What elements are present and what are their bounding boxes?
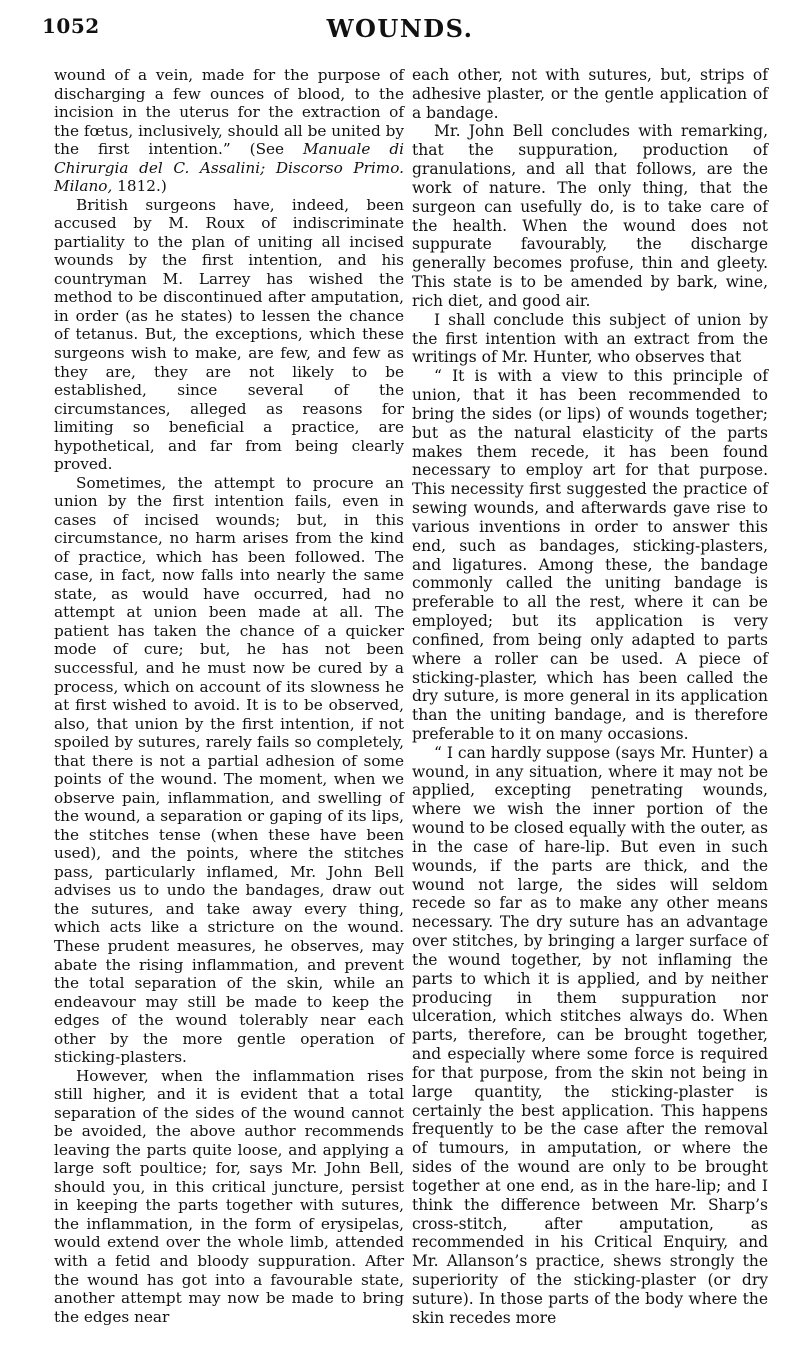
paragraph: Mr. John Bell concludes with remarking, that the suppuration, production of granulations, and all that follows, are the work of nature. The only thing, that the surgeon can usefully do, is to take care of the health. When the wound does not suppurate favourably, the discharge generally becomes profuse, thin and gleety. This state is to be amended by bark, wine, rich diet, and good air. — [412, 122, 768, 310]
left-column — [54, 66, 404, 1326]
paragraph: I shall conclude this subject of union by the first intention with an extract from the writings of Mr. Hunter, who observes that — [412, 310, 768, 367]
paragraph: However, when the inflammation rises still higher, and it is evident that a total separation of the sides of the wound cannot be avoided, the above author recommends leaving the parts quite loose, and applying a large soft poultice; for, says Mr. John Bell, should you, in this critical juncture, persist in keeping the parts together with sutures, the inflammation, in the form of erysipelas, would extend over the whole limb, attended with a fetid and bloody suppuration. After the wound has got into a favourable state, another attempt may now be made to bring the edges near — [54, 1066, 404, 1326]
paragraph: Sometimes, the attempt to procure an union by the first intention fails, even in cases of incised wounds; but, in this circumstance, no harm arises from the kind of practice, which has been followed. The case, in fact, now falls into nearly the same state, as would have occurred, had no attempt at union been made at all. The patient has taken the chance of a quicker mode of cure; but, he has not been successful, and he must now be cured by a process, which on account of its slowness he at first wished to avoid. It is to be observed, also, that union by the first intention, if not spoiled by sutures, rarely fails so completely, that there is not a partial adhesion of some points of the wound. The moment, when we observe pain, inflammation, and swelling of the wound, a separation or gaping of its lips, the stitches tense (when these have been used), and the points, where the stitches pass, particularly inflamed, Mr. John Bell advises us to undo the bandages, draw out the sutures, and take away every thing, which acts like a stricture on the wound. These prudent measures, he observes, may abate the rising inflammation, and prevent the total separation of the skin, while an endeavour may still be made to keep the edges of the wound tolerably near each other by the more gentle operation of sticking-plasters. — [54, 473, 404, 1067]
quotation-paragraph: “ It is with a view to this principle of union, that it has been recommended to bring the sides (or lips) of wounds together; but as the natural elasticity of the parts makes them recede, it has been found necessary to employ art for that purpose. This necessity first suggested the practice of sewing wounds, and afterwards gave rise to various inventions in order to answer this end, such as bandages, sticking-plasters, and ligatures. Among these, the bandage commonly called the uniting bandage is preferable to all the rest, where it can be employed; but its application is very confined, from being only adapted to parts where a roller can be used. A piece of sticking-plaster, which has been called the dry suture, is more general in its application than the uniting bandage, and is therefore preferable to it on many occasions. — [412, 367, 768, 743]
paragraph: each other, not with sutures, but, strips of adhesive plaster, or the gentle application of a bandage. — [412, 66, 768, 122]
paragraph-text: wound of a vein, made for the purpose of discharging a few ounces of blood, to the incision in the uterus for the extraction of the fœtus, inclusively, should all be united by the first intention.” (See — [54, 66, 404, 159]
paragraph: British surgeons have, indeed, been accused by M. Roux of indiscriminate partiality to the plan of uniting all incised wounds by the first intention, and his countryman M. Larrey has wished the method to be discontinued after amputation, in order (as he states) to lessen the chance of tetanus. But, the exceptions, which these surgeons wish to make, are few, and few as they are, they are not likely to be established, since several of the circumstances, alleged as reasons for limiting so beneficial a practice, are hypothetical, and far from being clearly proved. — [54, 195, 404, 474]
running-head: WOUNDS. — [326, 14, 474, 43]
right-column — [412, 66, 768, 1327]
page-number: 1052 — [42, 14, 100, 38]
quotation-paragraph: “ I can hardly suppose (says Mr. Hunter) a wound, in any situation, where it may not be applied, excepting penetrating wounds, where we wish the inner portion of the wound to be closed equally with the outer, as in the case of hare-lip. But even in such wounds, if the parts are thick, and the wound not large, the sides will seldom recede so far as to make any other means necessary. The dry suture has an advantage over stitches, by bringing a larger surface of the wound together, by not inflaming the parts to which it is applied, and by neither producing in them suppuration nor ulceration, which stitches always do. When parts, therefore, can be brought together, and especially where some force is required for that purpose, from the skin not being in large quantity, the sticking-plaster is certainly the best application. This happens frequently to be the case after the removal of tumours, in amputation, or where the sides of the wound are only to be brought together at one end, as in the hare-lip; and I think the difference between Mr. Sharp’s cross-stitch, after amputation, as recommended in his Critical Enquiry, and Mr. Allanson’s practice, shews strongly the superiority of the sticking-plaster (or dry suture). In those parts of the body where the skin recedes more — [412, 743, 768, 1327]
paragraph — [54, 66, 404, 196]
citation: Manuale di Chirurgia del C. Assalini; Discorso Primo. Milano, — [54, 140, 404, 196]
paragraph-text: 1812.) — [112, 177, 167, 196]
